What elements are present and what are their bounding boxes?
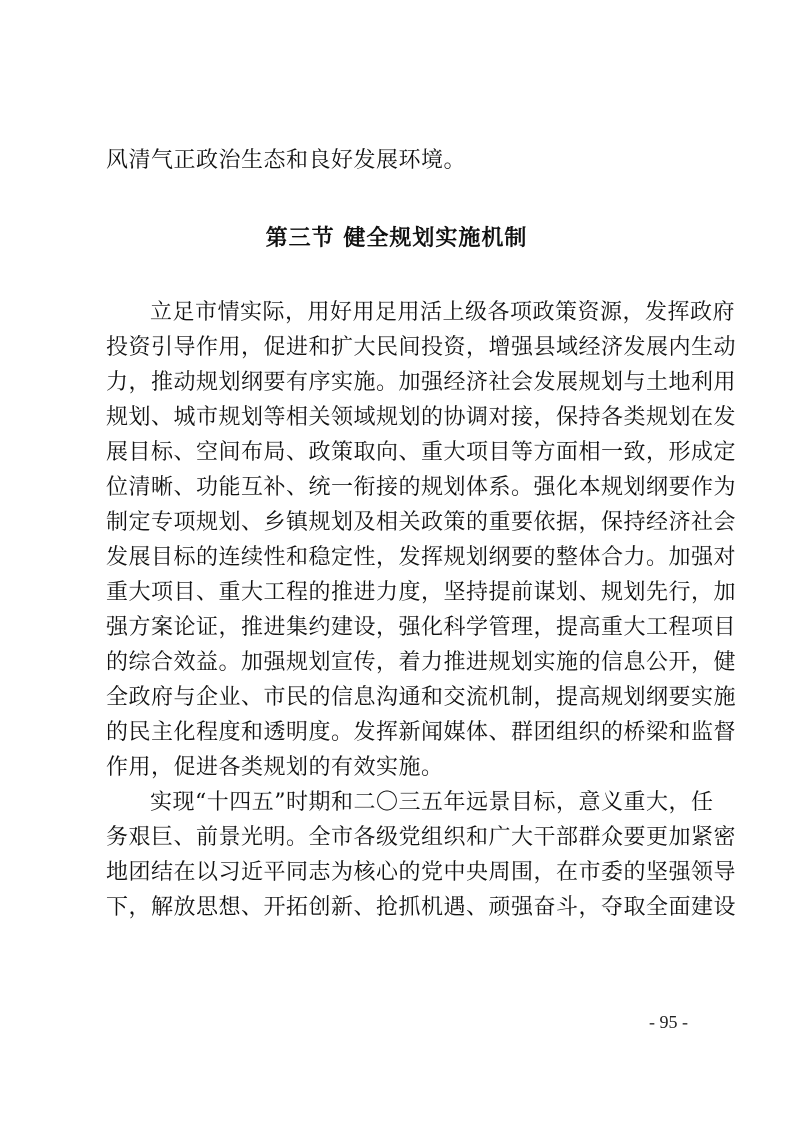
paragraph-line: 的民主化程度和透明度。发挥新闻媒体、群团组织的桥梁和监督 (106, 720, 737, 745)
paragraph-line: 作用，促进各类规划的有效实施。 (106, 755, 444, 780)
paragraph-line: 发展目标的连续性和稳定性，发挥规划纲要的整体合力。加强对 (106, 545, 737, 570)
paragraph-line: 重大项目、重大工程的推进力度，坚持提前谋划、规划先行，加 (106, 580, 737, 605)
paragraph-line: 力，推动规划纲要有序实施。加强经济社会发展规划与土地利用 (106, 370, 737, 395)
paragraph-line: 位清晰、功能互补、统一衔接的规划体系。强化本规划纲要作为 (106, 475, 737, 500)
paragraph-line: 下，解放思想、开拓创新、抢抓机遇、顽强奋斗，夺取全面建设 (106, 895, 737, 920)
carryover-text-line: 风清气正政治生态和良好发展环境。 (106, 148, 467, 173)
paragraph-line: 规划、城市规划等相关领域规划的协调对接，保持各类规划在发 (106, 405, 737, 430)
paragraph-line: 的综合效益。加强规划宣传，着力推进规划实施的信息公开，健 (106, 650, 737, 675)
paragraph-line: 立足市情实际，用好用足用活上级各项政策资源，发挥政府 (150, 300, 736, 325)
section-heading: 第三节 健全规划实施机制 (265, 226, 528, 251)
paragraph-line: 强方案论证，推进集约建设，强化科学管理，提高重大工程项目 (106, 615, 737, 640)
paragraph-line: 投资引导作用，促进和扩大民间投资，增强县域经济发展内生动 (106, 335, 737, 360)
paragraph-line: 展目标、空间布局、政策取向、重大项目等方面相一致，形成定 (106, 440, 737, 465)
paragraph-line: 全政府与企业、市民的信息沟通和交流机制，提高规划纲要实施 (106, 685, 737, 710)
paragraph-line: 地团结在以习近平同志为核心的党中央周围，在市委的坚强领导 (106, 860, 737, 885)
paragraph-line: 务艰巨、前景光明。全市各级党组织和广大干部群众要更加紧密 (106, 825, 737, 850)
page-number: - 95 - (649, 1012, 688, 1032)
paragraph-line: 实现“十四五”时期和二〇三五年远景目标，意义重大，任 (150, 790, 714, 815)
paragraph-line: 制定专项规划、乡镇规划及相关政策的重要依据，保持经济社会 (106, 510, 737, 535)
